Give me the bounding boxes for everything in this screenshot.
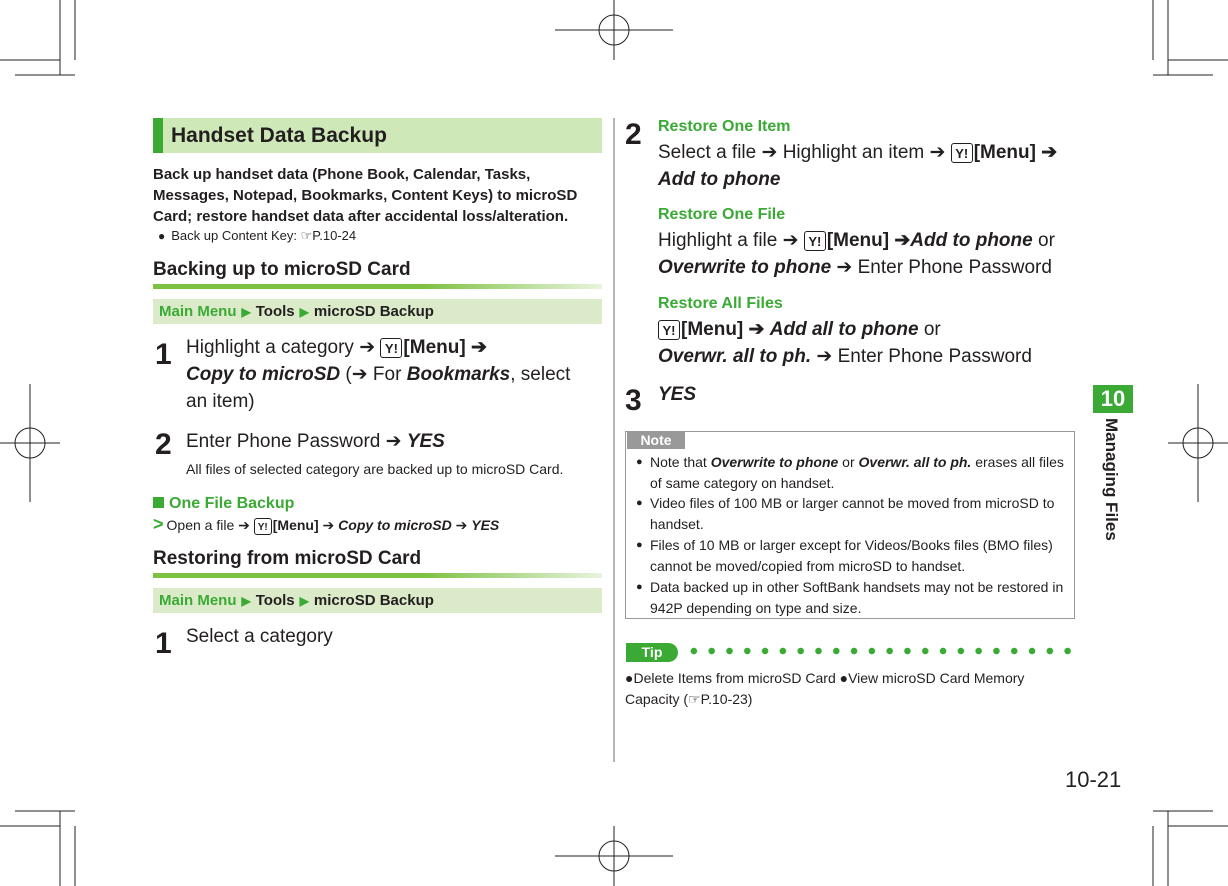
menu-path-main: Main Menu <box>159 592 237 609</box>
page-number: 10-21 <box>1065 767 1122 792</box>
tip-label: Tip <box>626 643 678 662</box>
chapter-title: Managing Files <box>1102 418 1121 541</box>
triangle-icon: ▶ <box>241 305 251 319</box>
menu-path-backup: microSD Backup <box>313 303 434 320</box>
step-number: 1 <box>155 338 172 371</box>
bullet-icon: ● <box>636 539 643 551</box>
restore-step-3: YES <box>658 384 697 405</box>
triangle-icon: ▶ <box>241 594 251 608</box>
chevron-icon: > <box>153 514 164 534</box>
yahoo-key-icon: Y! <box>254 518 272 535</box>
menu-path-backup: microSD Backup <box>313 592 434 609</box>
tip-text: ●Delete Items from microSD Card ●View microSD Card Memory Capacity (☞P.10-23) <box>625 670 1025 707</box>
bullet-icon: ● <box>636 497 643 509</box>
chapter-number: 10 <box>1093 385 1133 413</box>
backup-step-2: Enter Phone Password ➔ YES <box>186 431 445 452</box>
heading-underline <box>153 573 602 578</box>
restore-one-item-text: Select a file ➔ Highlight an item ➔ Y! [Menu] ➔ Add to phone <box>658 142 1058 190</box>
note-item: ● Data backed up in other SoftBank handsets may not be restored in 942P depending on type and size. <box>636 579 1064 616</box>
yahoo-key-icon: Y! <box>804 231 826 251</box>
menu-path-main: Main Menu <box>159 303 237 320</box>
intro-text: Back up handset data (Phone Book, Calendar, Tasks, Messages, Notepad, Bookmarks, Content Keys) to microSD Card; restore handset data after accidental loss/alteration. <box>153 166 578 225</box>
intro-bullet: ● Back up Content Key: ☞P.10-24 <box>158 228 356 244</box>
backup-step-1: Highlight a category ➔ Y! [Menu] ➔ Copy to microSD (➔ For Bookmarks, select an item) <box>186 337 571 412</box>
heading-underline <box>153 284 602 289</box>
menu-path-tools: Tools <box>255 592 295 609</box>
backing-up-heading: Backing up to microSD Card <box>153 259 411 280</box>
restoring-heading: Restoring from microSD Card <box>153 548 422 569</box>
restore-all-files-title: Restore All Files <box>658 295 783 312</box>
triangle-icon: ▶ <box>299 594 309 608</box>
square-icon <box>153 497 164 508</box>
restore-step-1: Select a category <box>186 626 333 647</box>
tip-dotted-rule <box>685 646 1077 656</box>
note-label: Note <box>627 432 685 449</box>
step-number: 2 <box>155 428 172 461</box>
step-number: 3 <box>625 384 642 417</box>
triangle-icon: ▶ <box>299 305 309 319</box>
note-item: ● Files of 10 MB or larger except for Videos/Books files (BMO files) cannot be moved/copied from microSD to handset. <box>636 537 1053 574</box>
bullet-icon: ● <box>636 456 643 468</box>
restore-one-item-title: Restore One Item <box>658 118 791 135</box>
yahoo-key-icon: Y! <box>658 320 680 340</box>
note-item: ● Note that Overwrite to phone or Overwr. all to ph. erases all files of same category on handset. <box>636 454 1064 491</box>
restore-one-file-title: Restore One File <box>658 206 786 223</box>
restore-one-file-text: Highlight a file ➔ Y! [Menu] ➔Add to phone or Overwrite to phone ➔ Enter Phone Password <box>658 230 1055 278</box>
restore-all-files-text: Y! [Menu] ➔ Add all to phone or Overwr. all to ph. ➔ Enter Phone Password <box>658 319 1032 367</box>
restore-menu-path <box>153 588 602 613</box>
note-item: ● Video files of 100 MB or larger cannot be moved from microSD to handset. <box>636 495 1055 532</box>
backup-step-2-note: All files of selected category are backed up to microSD Card. <box>186 461 564 477</box>
step-number: 2 <box>625 118 642 151</box>
one-file-backup-steps: > Open a file ➔ Y! [Menu] ➔ Copy to microSD ➔ YES <box>153 514 500 534</box>
backup-menu-path <box>153 299 602 324</box>
one-file-backup-title: One File Backup <box>153 495 294 513</box>
column-divider <box>613 118 615 762</box>
section-title: Handset Data Backup <box>153 118 602 153</box>
menu-path-tools: Tools <box>255 303 295 320</box>
yahoo-key-icon: Y! <box>951 143 973 163</box>
step-number: 1 <box>155 627 172 660</box>
yahoo-key-icon: Y! <box>380 338 402 358</box>
bullet-icon: ● <box>636 581 643 593</box>
